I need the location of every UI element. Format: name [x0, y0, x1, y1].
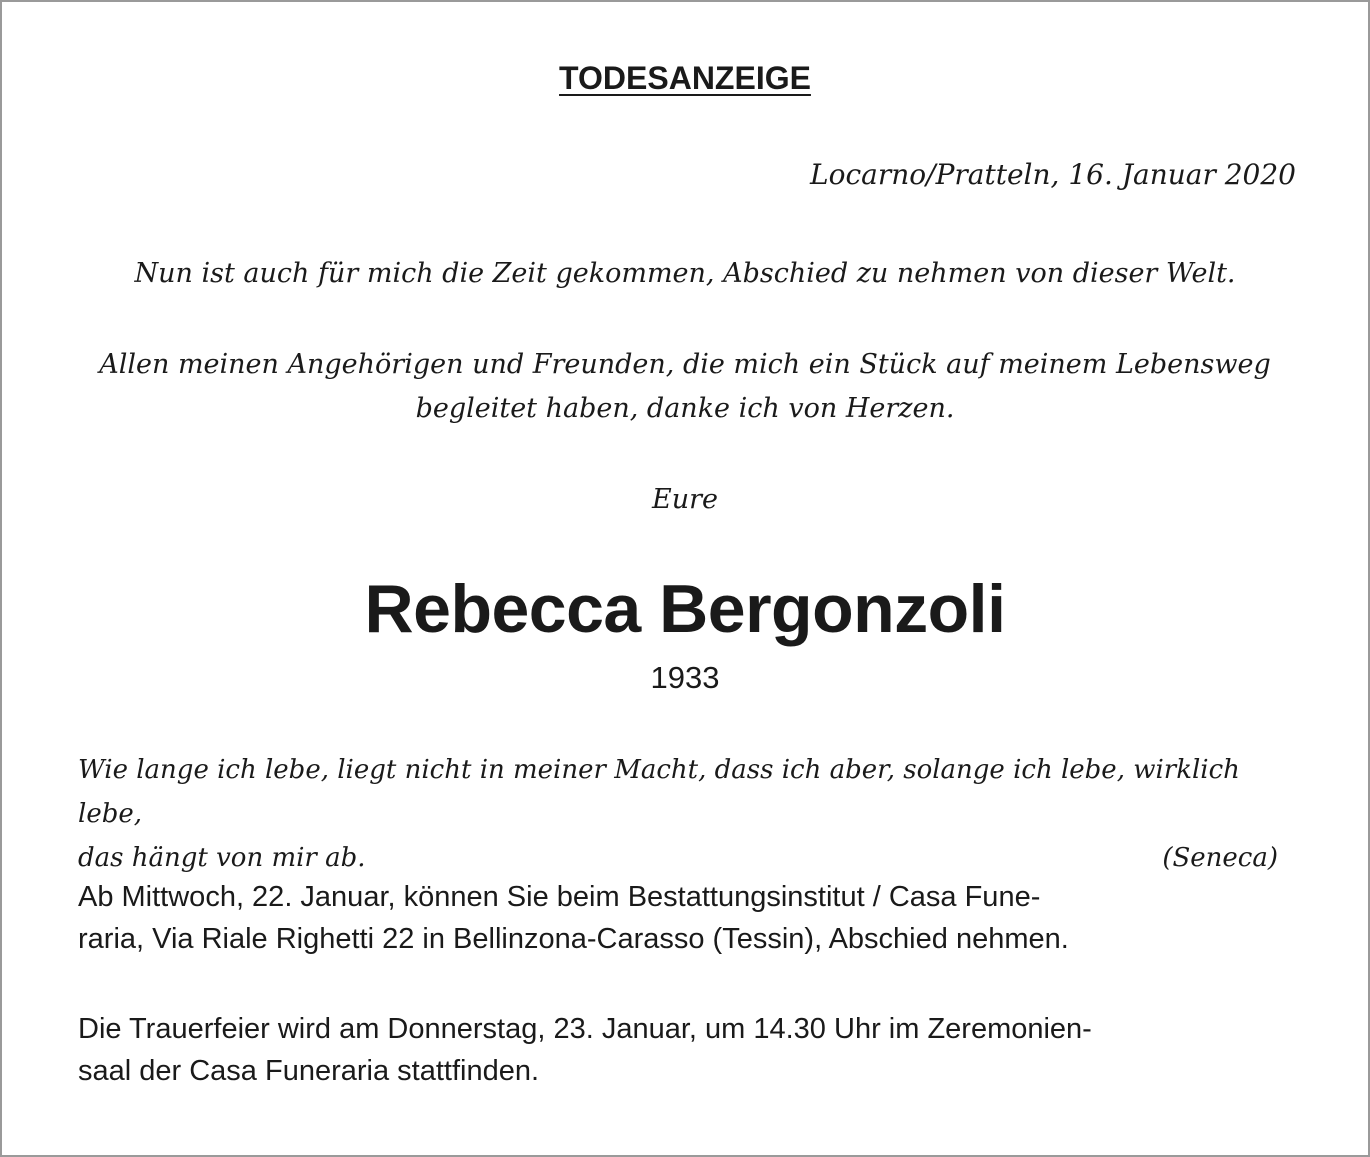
paragraph-line: Die Trauerfeier wird am Donnerstag, 23. Januar, um 14.30 Uhr im Zeremonien- — [78, 1013, 1092, 1045]
farewell-line: Nun ist auch für mich die Zeit gekommen, Abschied zu nehmen von dieser Welt. — [134, 258, 1236, 289]
closing-word: Eure — [652, 484, 718, 515]
service-paragraph — [78, 1008, 1298, 1092]
notice-heading: TODESANZEIGE — [559, 60, 811, 96]
paragraph-line: raria, Via Riale Righetti 22 in Bellinzona-Carasso (Tessin), Abschied nehmen. — [78, 923, 1069, 955]
place-date: Locarno/Pratteln, 16. Januar 2020 — [810, 158, 1296, 191]
quote-author: (Seneca) — [1162, 843, 1278, 873]
thanks-line: begleitet haben, danke ich von Herzen. — [415, 393, 955, 424]
paragraph-line: saal der Casa Funeraria stattfinden. — [78, 1055, 540, 1087]
visitation-paragraph — [78, 876, 1298, 960]
birth-year: 1933 — [650, 660, 720, 695]
thanks-line: Allen meinen Angehörigen und Freunden, die mich ein Stück auf meinem Lebensweg — [99, 349, 1271, 380]
paragraph-line: Ab Mittwoch, 22. Januar, können Sie beim Bestattungsinstitut / Casa Fune- — [78, 881, 1041, 913]
quote — [78, 748, 1278, 880]
quote-line: Wie lange ich lebe, liegt nicht in meiner Macht, dass ich aber, solange ich lebe, wirklich lebe, — [78, 755, 1240, 829]
quote-line: das hängt von mir ab. — [78, 843, 366, 873]
thanks-paragraph — [2, 343, 1368, 431]
deceased-name: Rebecca Bergonzoli — [364, 571, 1006, 647]
quote-last-row — [78, 836, 1278, 880]
